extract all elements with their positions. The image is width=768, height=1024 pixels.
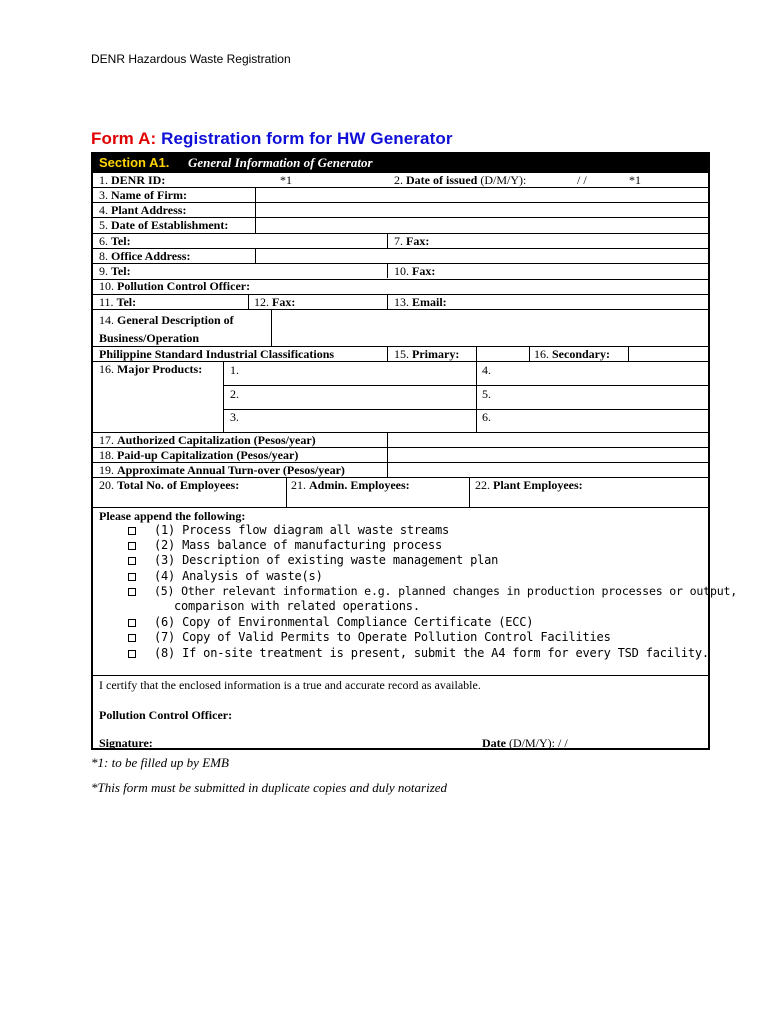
product-4: 4.: [482, 363, 491, 377]
append-item-7: (7) Copy of Valid Permits to Operate Pollution Control Facilities: [154, 630, 611, 644]
total-employees-label: 20. Total No. of Employees:: [99, 478, 240, 492]
psic-label: Philippine Standard Industrial Classifications: [99, 347, 335, 361]
officer-fax-label: 12. Fax:: [254, 295, 296, 309]
footnote-duplicate: *This form must be submitted in duplicate copies and duly notarized: [91, 780, 448, 795]
admin-employees-label: 21. Admin. Employees:: [291, 478, 410, 492]
append-item-4: (4) Analysis of waste(s): [154, 569, 323, 583]
registration-form: [91, 152, 738, 750]
establishment-date-label: 5. Date of Establishment:: [99, 218, 229, 232]
denr-id-label: 1. DENR ID:: [99, 173, 166, 187]
footnote-emb: *1: to be filled up by EMB: [91, 755, 229, 770]
column-divider: [529, 346, 530, 361]
column-divider: [223, 361, 224, 432]
paid-up-capitalization-label: 18. Paid-up Capitalization (Pesos/year): [99, 448, 299, 462]
product-2: 2.: [230, 387, 239, 401]
column-divider: [255, 248, 256, 263]
column-divider: [248, 294, 249, 309]
column-divider: [476, 361, 477, 432]
tel-label: 6. Tel:: [99, 234, 131, 248]
date-issued-slashes: / /: [577, 173, 587, 187]
business-description-label: 14. General Description of: [99, 313, 234, 327]
checkbox-icon[interactable]: [128, 634, 136, 642]
column-divider: [286, 477, 287, 507]
column-divider: [255, 187, 256, 233]
office-fax-label: 10. Fax:: [394, 264, 436, 278]
certify-officer-label: Pollution Control Officer:: [99, 708, 233, 722]
product-1: 1.: [230, 363, 239, 377]
major-products-label: 16. Major Products:: [99, 362, 203, 376]
product-5: 5.: [482, 387, 491, 401]
firm-name-label: 3. Name of Firm:: [99, 188, 187, 202]
append-item-5: (5) Other relevant information e.g. planned changes in production processes or output,: [154, 584, 738, 598]
date-issued-label: 2. Date of issued (D/M/Y):: [394, 173, 527, 187]
section-header: [93, 154, 708, 172]
annual-turnover-label: 19. Approximate Annual Turn-over (Pesos/year): [99, 463, 345, 477]
document-header: DENR Hazardous Waste Registration: [91, 52, 291, 66]
append-item-1: (1) Process flow diagram all waste streams: [154, 523, 450, 537]
plant-employees-label: 22. Plant Employees:: [475, 478, 583, 492]
checkbox-icon[interactable]: [128, 650, 136, 658]
certification-statement: I certify that the enclosed information is a true and accurate record as available.: [99, 678, 481, 692]
row-divider: [93, 309, 708, 310]
column-divider: [628, 346, 629, 361]
denr-id-note: *1: [280, 173, 292, 187]
form-label: Form A:: [91, 129, 157, 148]
checkbox-icon[interactable]: [128, 557, 136, 565]
checkbox-icon[interactable]: [128, 527, 136, 535]
checkbox-icon[interactable]: [128, 573, 136, 581]
pollution-officer-label: 10. Pollution Control Officer:: [99, 279, 251, 293]
column-divider: [387, 263, 388, 278]
date-issued-note: *1: [629, 173, 641, 187]
append-item-3: (3) Description of existing waste management plan: [154, 553, 499, 567]
officer-email-label: 13. Email:: [394, 295, 447, 309]
checkbox-icon[interactable]: [128, 588, 136, 596]
authorized-capitalization-label: 17. Authorized Capitalization (Pesos/year): [99, 433, 316, 447]
column-divider: [387, 432, 388, 477]
primary-label: 15. Primary:: [394, 347, 460, 361]
column-divider: [387, 294, 388, 309]
certify-date-label: Date (D/M/Y): / /: [482, 736, 568, 750]
row-divider: [93, 507, 708, 508]
row-divider: [223, 385, 708, 386]
plant-address-label: 4. Plant Address:: [99, 203, 187, 217]
row-divider: [93, 675, 708, 676]
column-divider: [387, 346, 388, 361]
column-divider: [387, 233, 388, 248]
checkbox-icon[interactable]: [128, 542, 136, 550]
officer-tel-label: 11. Tel:: [99, 295, 137, 309]
checkbox-icon[interactable]: [128, 619, 136, 627]
append-item-8: (8) If on-site treatment is present, submit the A4 form for every TSD facility.: [154, 646, 709, 660]
section-label: Section A1.: [99, 155, 170, 170]
business-description-label-cont: Business/Operation: [99, 331, 200, 345]
column-divider: [271, 309, 272, 346]
row-divider: [223, 409, 708, 410]
secondary-label: 16. Secondary:: [534, 347, 610, 361]
column-divider: [476, 346, 477, 361]
form-name: Registration form for HW Generator: [161, 129, 453, 148]
section-title: General Information of Generator: [188, 155, 373, 170]
product-6: 6.: [482, 410, 491, 424]
append-heading: Please append the following:: [99, 509, 246, 523]
office-tel-label: 9. Tel:: [99, 264, 131, 278]
form-title: [91, 129, 453, 149]
signature-label: Signature:: [99, 736, 153, 750]
append-item-5-continued: comparison with related operations.: [174, 599, 420, 613]
product-3: 3.: [230, 410, 239, 424]
append-item-2: (2) Mass balance of manufacturing process: [154, 538, 443, 552]
office-address-label: 8. Office Address:: [99, 249, 191, 263]
column-divider: [469, 477, 470, 507]
append-item-6: (6) Copy of Environmental Compliance Certificate (ECC): [154, 615, 534, 629]
fax-label: 7. Fax:: [394, 234, 430, 248]
